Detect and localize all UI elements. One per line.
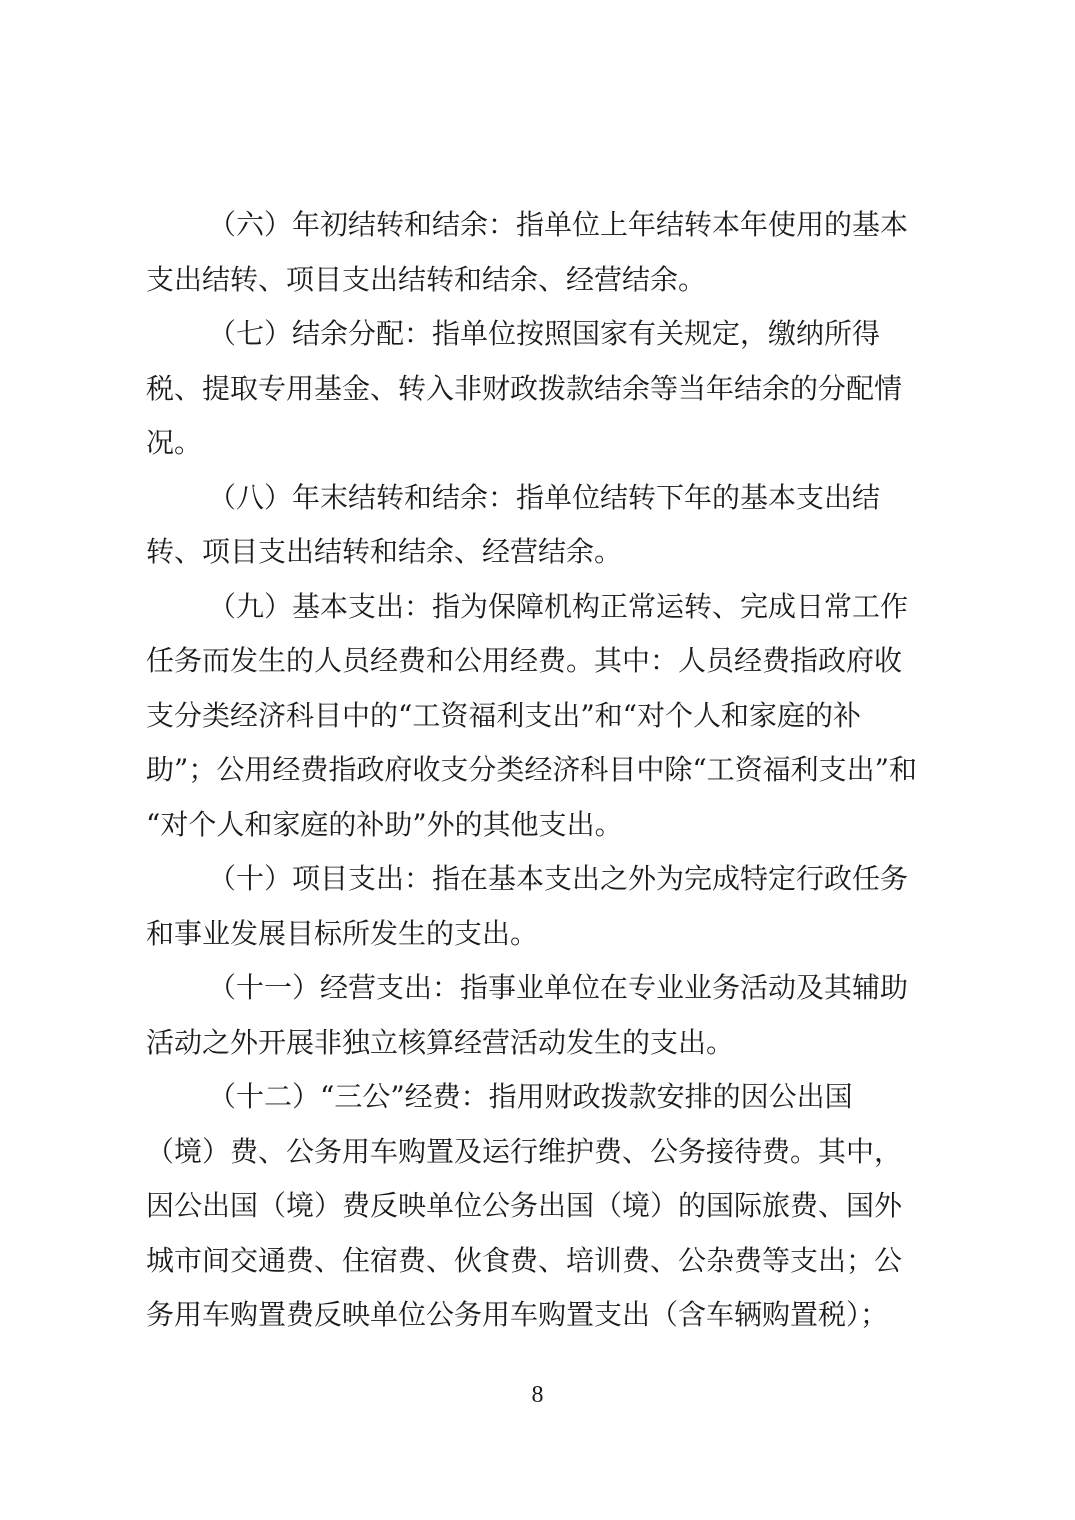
text-line: （九）基本支出：指为保障机构正常运转、完成日常工作 (208, 589, 909, 623)
text-line: （七）结余分配：指单位按照国家有关规定，缴纳所得 (208, 317, 881, 350)
text-line: 支分类经济科目中的“工资福利支出”和“对个人和家庭的补 (146, 698, 861, 732)
text-line: （十）项目支出：指在基本支出之外为完成特定行政任务 (208, 862, 909, 895)
text-line: 任务而发生的人员经费和公用经费。其中：人员经费指政府收 (146, 644, 903, 677)
text-line: 务用车购置费反映单位公务用车购置支出（含车辆购置税）； (146, 1298, 889, 1331)
text-line: （六）年初结转和结余：指单位上年结转本年使用的基本 (208, 208, 909, 241)
text-line: “对个人和家庭的补助”外的其他支出。 (146, 807, 623, 841)
body-text (146, 198, 936, 1343)
text-line: （八）年末结转和结余：指单位结转下年的基本支出结 (208, 480, 881, 514)
text-line: （十一）经营支出：指事业单位在专业业务活动及其辅助 (208, 971, 909, 1004)
text-line: 因公出国（境）费反映单位公务出国（境）的国际旅费、国外 (146, 1189, 903, 1222)
text-line: 支出结转、项目支出结转和结余、经营结余。 (146, 262, 707, 296)
text-line: 税、提取专用基金、转入非财政拨款结余等当年结余的分配情 (146, 371, 903, 405)
page-number: 8 (531, 1382, 544, 1408)
text-line: （十二）“三公”经费：指用财政拨款安排的因公出国 (208, 1080, 853, 1113)
text-line: 助”；公用经费指政府收支分类经济科目中除“工资福利支出”和 (146, 753, 917, 786)
text-line: 和事业发展目标所发生的支出。 (146, 916, 539, 950)
text-line: 活动之外开展非独立核算经营活动发生的支出。 (146, 1025, 735, 1059)
text-line: （境）费、公务用车购置及运行维护费、公务接待费。其中， (146, 1134, 903, 1168)
text-line: 况。 (146, 426, 203, 459)
text-line: 城市间交通费、住宿费、伙食费、培训费、公杂费等支出；公 (146, 1243, 903, 1277)
text-line: 转、项目支出结转和结余、经营结余。 (146, 535, 623, 568)
